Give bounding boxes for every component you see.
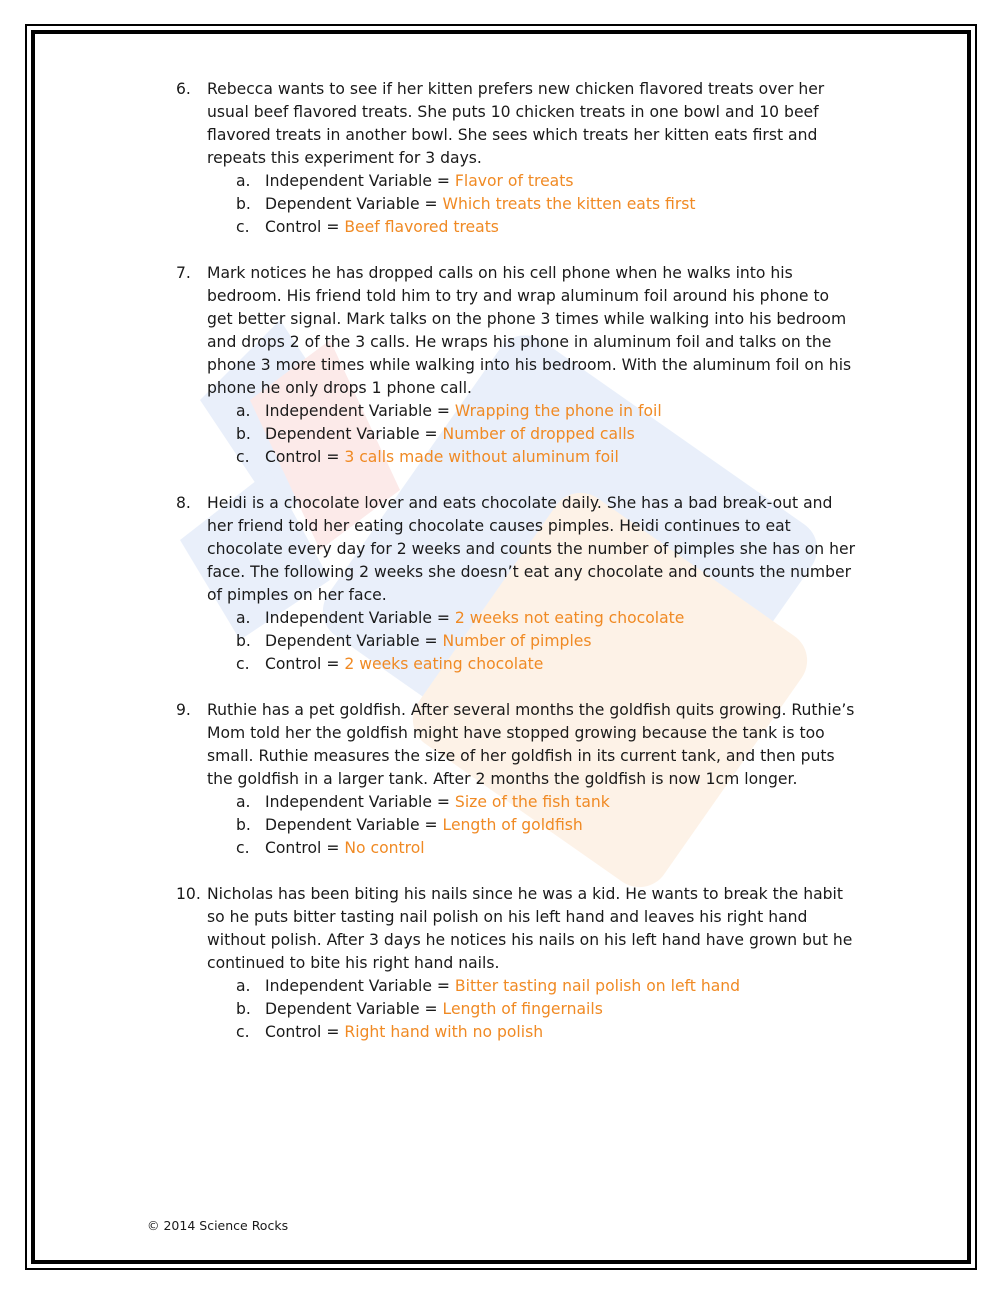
answer-line xyxy=(265,837,425,860)
variable-label: Control = xyxy=(265,448,345,466)
question-item xyxy=(176,699,856,860)
question-number: 10. xyxy=(176,885,201,903)
answer-letter: a. xyxy=(236,609,251,627)
variable-label: Control = xyxy=(265,839,345,857)
answer-letter: b. xyxy=(236,632,251,650)
variable-answer: Wrapping the phone in foil xyxy=(454,402,662,420)
question-item xyxy=(176,262,856,469)
question-text: Nicholas has been biting his nails since he was a kid. He wants to break the habit so he puts bitter tasting nail polish on his left hand and leaves his right hand without polish. After 3 days he notices his nails on his left hand have grown but he continued to bite his right hand nails. xyxy=(207,885,853,972)
answer-letter: a. xyxy=(236,977,251,995)
answer-item xyxy=(236,975,856,998)
answer-item xyxy=(236,400,856,423)
variable-label: Independent Variable = xyxy=(265,402,455,420)
variable-label: Control = xyxy=(265,655,345,673)
answer-item xyxy=(236,607,856,630)
variable-answer: Beef flavored treats xyxy=(344,218,499,236)
variable-label: Independent Variable = xyxy=(265,977,455,995)
answer-item xyxy=(236,653,856,676)
variable-label: Independent Variable = xyxy=(265,793,455,811)
answer-letter: c. xyxy=(236,1023,250,1041)
question-item xyxy=(176,78,856,239)
question-body xyxy=(207,262,856,469)
answer-line xyxy=(265,653,543,676)
answer-letter: c. xyxy=(236,448,250,466)
answer-item xyxy=(236,170,856,193)
variable-label: Dependent Variable = xyxy=(265,816,443,834)
question-number: 6. xyxy=(176,80,191,98)
answer-list xyxy=(207,975,856,1044)
answer-letter: b. xyxy=(236,195,251,213)
answer-letter: b. xyxy=(236,816,251,834)
variable-answer: 3 calls made without aluminum foil xyxy=(344,448,619,466)
variable-answer: Bitter tasting nail polish on left hand xyxy=(454,977,741,995)
variable-answer: 2 weeks not eating chocolate xyxy=(454,609,685,627)
question-number: 9. xyxy=(176,701,191,719)
answer-line xyxy=(265,975,740,998)
answer-letter: b. xyxy=(236,425,251,443)
answer-line xyxy=(265,400,662,423)
answer-line xyxy=(265,630,592,653)
footer-copyright: © 2014 Science Rocks xyxy=(147,1218,289,1233)
question-item xyxy=(176,883,856,1044)
question-text: Ruthie has a pet goldfish. After several months the goldfish quits growing. Ruthie’s Mom told her the goldfish might have stopped growing because the tank is too small. Ruthie measures the size of her goldfish in its current tank, and then puts the goldfish in a larger tank. After 2 months the goldfish is now 1cm longer. xyxy=(207,701,855,788)
variable-answer: Flavor of treats xyxy=(454,172,574,190)
variable-answer: Length of fingernails xyxy=(442,1000,603,1018)
answer-letter: a. xyxy=(236,793,251,811)
variable-answer: Length of goldfish xyxy=(442,816,583,834)
variable-label: Dependent Variable = xyxy=(265,1000,443,1018)
question-text: Rebecca wants to see if her kitten prefers new chicken flavored treats over her usual beef flavored treats. She puts 10 chicken treats in one bowl and 10 beef flavored treats in another bowl. She sees which treats her kitten eats first and repeats this experiment for 3 days. xyxy=(207,80,825,167)
question-text: Heidi is a chocolate lover and eats chocolate daily. She has a bad break-out and her friend told her eating chocolate causes pimples. Heidi continues to eat chocolate every day for 2 weeks and counts the number of pimples she has on her face. The following 2 weeks she doesn’t eat any chocolate and counts the number of pimples on her face. xyxy=(207,494,856,604)
answer-line xyxy=(265,423,635,446)
answer-line xyxy=(265,193,696,216)
worksheet-content xyxy=(176,78,856,1067)
answer-line xyxy=(265,791,610,814)
answer-letter: b. xyxy=(236,1000,251,1018)
answer-item xyxy=(236,216,856,239)
question-item xyxy=(176,492,856,676)
variable-answer: Number of dropped calls xyxy=(442,425,635,443)
variable-label: Dependent Variable = xyxy=(265,195,443,213)
answer-line xyxy=(265,1021,543,1044)
answer-list xyxy=(207,607,856,676)
answer-line xyxy=(265,998,603,1021)
question-body xyxy=(207,699,856,860)
variable-label: Independent Variable = xyxy=(265,609,455,627)
answer-letter: c. xyxy=(236,218,250,236)
variable-label: Dependent Variable = xyxy=(265,425,443,443)
question-text: Mark notices he has dropped calls on his cell phone when he walks into his bedroom. His friend told him to try and wrap aluminum foil around his phone to get better signal. Mark talks on the phone 3 times while walking into his bedroom and drops 2 of the 3 calls. He wraps his phone in aluminum foil and talks on the phone 3 more times while walking into his bedroom. With the aluminum foil on his phone he only drops 1 phone call. xyxy=(207,264,852,397)
answer-list xyxy=(207,791,856,860)
answer-item xyxy=(236,193,856,216)
answer-line xyxy=(265,216,499,239)
variable-label: Dependent Variable = xyxy=(265,632,443,650)
answer-letter: c. xyxy=(236,655,250,673)
variable-answer: No control xyxy=(344,839,425,857)
answer-item xyxy=(236,630,856,653)
question-number: 8. xyxy=(176,494,191,512)
variable-answer: Right hand with no polish xyxy=(344,1023,544,1041)
answer-list xyxy=(207,170,856,239)
answer-list xyxy=(207,400,856,469)
answer-line xyxy=(265,607,684,630)
variable-label: Control = xyxy=(265,1023,345,1041)
variable-answer: Size of the fish tank xyxy=(454,793,610,811)
variable-answer: 2 weeks eating chocolate xyxy=(344,655,544,673)
question-list xyxy=(176,78,856,1044)
answer-letter: a. xyxy=(236,172,251,190)
variable-label: Independent Variable = xyxy=(265,172,455,190)
question-body xyxy=(207,492,856,676)
answer-item xyxy=(236,998,856,1021)
answer-line xyxy=(265,446,619,469)
question-number: 7. xyxy=(176,264,191,282)
answer-item xyxy=(236,814,856,837)
answer-line xyxy=(265,170,573,193)
answer-item xyxy=(236,423,856,446)
variable-answer: Number of pimples xyxy=(442,632,592,650)
answer-letter: a. xyxy=(236,402,251,420)
answer-item xyxy=(236,837,856,860)
answer-line xyxy=(265,814,583,837)
variable-label: Control = xyxy=(265,218,345,236)
question-body xyxy=(207,78,856,239)
answer-item xyxy=(236,791,856,814)
answer-letter: c. xyxy=(236,839,250,857)
variable-answer: Which treats the kitten eats first xyxy=(442,195,696,213)
question-body xyxy=(207,883,856,1044)
answer-item xyxy=(236,446,856,469)
answer-item xyxy=(236,1021,856,1044)
